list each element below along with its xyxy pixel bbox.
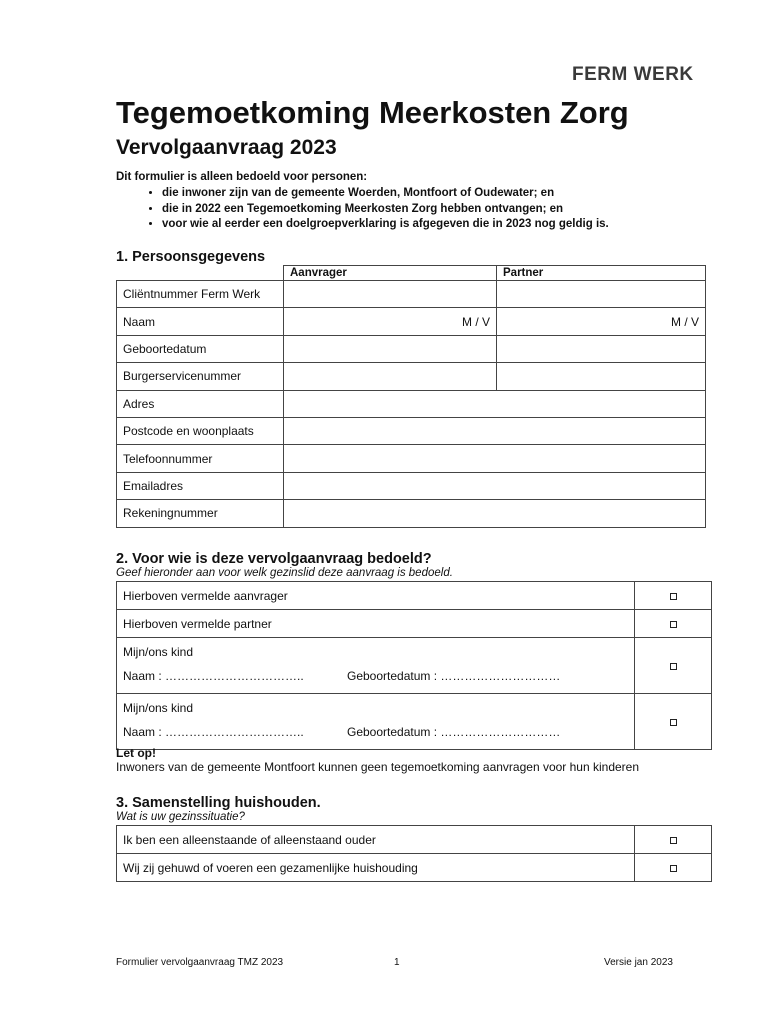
gender-hint: M / V — [670, 314, 699, 329]
header-partner: Partner — [497, 266, 706, 281]
checkbox-icon[interactable] — [670, 837, 677, 844]
table-row — [117, 638, 712, 694]
applicant-birthdate-field[interactable] — [284, 335, 497, 362]
header-applicant: Aanvrager — [284, 266, 497, 281]
email-field[interactable] — [284, 472, 706, 499]
intro-bullet: • voor wie al eerder een doelgroepverklaring is afgegeven die in 2023 nog geldig is. — [162, 217, 716, 233]
applicant-bsn-field[interactable] — [284, 363, 497, 390]
checkbox-icon[interactable] — [670, 663, 677, 670]
header-empty — [117, 266, 284, 281]
footer-page-number: 1 — [394, 957, 400, 968]
kid-label: Mijn/ons kind — [123, 701, 194, 715]
postcode-city-field[interactable] — [284, 417, 706, 444]
section2-title: 2. Voor wie is deze vervolgaanvraag bedoeld? — [116, 551, 432, 567]
partner-bsn-field[interactable] — [497, 363, 706, 390]
section3-title: 3. Samenstelling huishouden. — [116, 795, 321, 811]
note-text: Inwoners van de gemeente Montfoort kunnen geen tegemoetkoming aanvragen voor hun kinderen — [116, 760, 640, 774]
partner-client-number-field[interactable] — [497, 281, 706, 308]
note-heading: Let op! — [116, 746, 156, 760]
row-label: Emailadres — [117, 472, 284, 499]
table-row — [117, 281, 706, 308]
checkbox-icon[interactable] — [670, 719, 677, 726]
intro-bullet: • die in 2022 een Tegemoetkoming Meerkosten Zorg hebben ontvangen; en — [162, 202, 716, 218]
row-label: Telefoonnummer — [117, 445, 284, 472]
kid-name-field[interactable]: Naam : …………………………….. — [123, 725, 304, 739]
table-row — [117, 500, 706, 527]
note-block — [116, 746, 639, 774]
option-label: Hierboven vermelde partner — [117, 610, 635, 638]
footer-version: Versie jan 2023 — [604, 957, 673, 968]
row-label: Adres — [117, 390, 284, 417]
table-row — [117, 308, 706, 335]
intro-bullet: • die inwoner zijn van de gemeente Woerden, Montfoort of Oudewater; en — [162, 186, 716, 202]
page-subtitle: Vervolgaanvraag 2023 — [116, 136, 337, 159]
table-row — [117, 472, 706, 499]
checkbox-icon[interactable] — [670, 865, 677, 872]
kid-name-field[interactable]: Naam : …………………………….. — [123, 669, 304, 683]
applicant-client-number-field[interactable] — [284, 281, 497, 308]
single-checkbox-cell[interactable] — [635, 826, 712, 854]
row-label: Rekeningnummer — [117, 500, 284, 527]
ferm-werk-logo: FERM WERK — [572, 64, 694, 85]
option-label: Ik ben een alleenstaande of alleenstaand ouder — [117, 826, 635, 854]
kid-fields — [123, 669, 628, 683]
row-label: Postcode en woonplaats — [117, 417, 284, 444]
family-member-table — [116, 581, 712, 750]
intro-block — [116, 170, 716, 233]
kid-entry — [117, 694, 635, 750]
page-title: Tegemoetkoming Meerkosten Zorg — [116, 95, 629, 130]
table-header-row — [117, 266, 706, 281]
row-label: Burgerservicenummer — [117, 363, 284, 390]
personal-data-table — [116, 265, 706, 528]
gender-hint: M / V — [461, 314, 490, 329]
option-label: Wij zij gehuwd of voeren een gezamenlijke huishouding — [117, 854, 635, 882]
household-table — [116, 825, 712, 882]
kid-birthdate-field[interactable]: Geboortedatum : ………………………… — [347, 669, 561, 683]
table-row — [117, 610, 712, 638]
kid-birthdate-field[interactable]: Geboortedatum : ………………………… — [347, 725, 561, 739]
table-row — [117, 335, 706, 362]
table-row — [117, 363, 706, 390]
kid-label: Mijn/ons kind — [123, 645, 194, 659]
partner-name-field[interactable] — [497, 308, 706, 335]
table-row — [117, 445, 706, 472]
applicant-name-field[interactable] — [284, 308, 497, 335]
table-row — [117, 582, 712, 610]
section3-subtitle: Wat is uw gezinssituatie? — [116, 811, 245, 823]
row-label: Cliëntnummer Ferm Werk — [117, 281, 284, 308]
applicant-checkbox-cell[interactable] — [635, 582, 712, 610]
checkbox-icon[interactable] — [670, 621, 677, 628]
table-row — [117, 854, 712, 882]
kid1-checkbox-cell[interactable] — [635, 638, 712, 694]
section2-subtitle: Geef hieronder aan voor welk gezinslid deze aanvraag is bedoeld. — [116, 567, 453, 579]
kid-entry — [117, 638, 635, 694]
address-field[interactable] — [284, 390, 706, 417]
kid-fields — [123, 725, 628, 739]
bank-account-field[interactable] — [284, 500, 706, 527]
kid2-checkbox-cell[interactable] — [635, 694, 712, 750]
table-row — [117, 417, 706, 444]
table-row — [117, 390, 706, 417]
partner-birthdate-field[interactable] — [497, 335, 706, 362]
partner-checkbox-cell[interactable] — [635, 610, 712, 638]
checkbox-icon[interactable] — [670, 593, 677, 600]
married-checkbox-cell[interactable] — [635, 854, 712, 882]
table-row — [117, 694, 712, 750]
intro-list — [116, 186, 716, 233]
section1-title: 1. Persoonsgegevens — [116, 249, 266, 265]
table-row — [117, 826, 712, 854]
row-label: Geboortedatum — [117, 335, 284, 362]
option-label: Hierboven vermelde aanvrager — [117, 582, 635, 610]
intro-lead: Dit formulier is alleen bedoeld voor personen: — [116, 171, 368, 183]
phone-field[interactable] — [284, 445, 706, 472]
row-label: Naam — [117, 308, 284, 335]
footer-form-name: Formulier vervolgaanvraag TMZ 2023 — [116, 957, 284, 968]
